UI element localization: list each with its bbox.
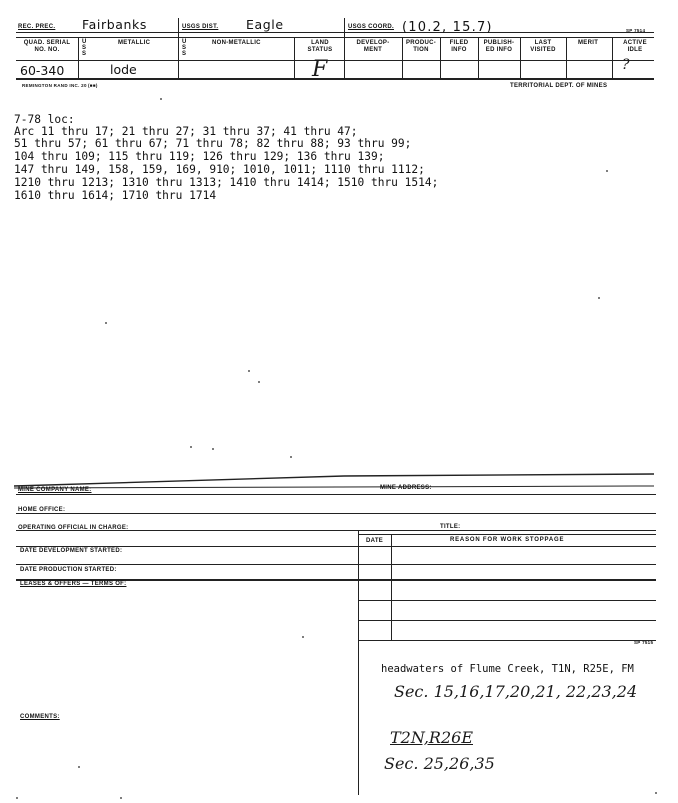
scan-speck xyxy=(598,297,600,299)
leases-label: LEASES & OFFERS — TERMS OF: xyxy=(20,581,127,587)
prod-started-label: DATE PRODUCTION STARTED: xyxy=(20,567,117,573)
location-line: Arc 11 thru 17; 21 thru 27; 31 thru 37; 41 thru 47; xyxy=(14,125,358,138)
merit-label: MERIT xyxy=(578,40,599,46)
usgs-coord-value: (10.2, 15.7) xyxy=(402,20,493,35)
location-line: 1210 thru 1213; 1310 thru 1313; 1410 thru 1414; 1510 thru 1514; xyxy=(14,176,439,189)
mine-address-label: MINE ADDRESS: xyxy=(380,485,432,491)
handwritten-township: T2N,R26E xyxy=(390,728,473,747)
scan-speck xyxy=(120,797,122,799)
metallic-label: METALLIC xyxy=(118,40,151,46)
location-line: 1610 thru 1614; 1710 thru 1714 xyxy=(14,189,217,202)
top-rule xyxy=(14,468,664,490)
handwritten-sections-1: Sec. 15,16,17,20,21, 22,23,24 xyxy=(394,682,638,701)
scan-speck xyxy=(290,456,292,458)
rec-prec-value: Fairbanks xyxy=(82,17,147,32)
title-label: TITLE: xyxy=(440,524,461,530)
metallic-value: lode xyxy=(110,62,137,77)
production-label: PRODUC-TION xyxy=(405,40,437,53)
usgs-dist-value: Eagle xyxy=(246,17,284,32)
date-label: DATE xyxy=(366,538,384,544)
us-markers-metallic: U S S xyxy=(82,39,87,57)
quad-serial-value: 60-340 xyxy=(20,63,65,78)
nonmetallic-label: NON-METALLIC xyxy=(212,40,261,46)
home-office-label: HOME OFFICE: xyxy=(18,507,66,513)
last-visited-label: LAST VISITED xyxy=(530,40,556,53)
land-status-value: F xyxy=(312,57,328,82)
usgs-dist-label: USGS DIST. xyxy=(182,24,219,30)
form-number-top: SP 7514 xyxy=(626,28,646,33)
scan-speck xyxy=(105,322,107,324)
land-status-label: LAND STATUS xyxy=(307,40,333,53)
filed-info-label: FILED INFO xyxy=(449,40,469,53)
us-markers-nonmetallic: U S S xyxy=(182,39,187,57)
scan-speck xyxy=(160,98,162,100)
dept-label: TERRITORIAL DEPT. OF MINES xyxy=(510,83,608,89)
printer-mark: (■■) xyxy=(88,83,98,88)
typed-location: headwaters of Flume Creek, T1N, R25E, FM xyxy=(381,663,634,675)
location-line: 147 thru 149, 158, 159, 169, 910; 1010, 1011; 1110 thru 1112; xyxy=(14,163,425,176)
comments-label: COMMENTS: xyxy=(20,714,60,720)
handwritten-sections-2: Sec. 25,26,35 xyxy=(384,754,495,773)
scan-speck xyxy=(258,381,260,383)
form-number-bottom: SP 7515 xyxy=(634,640,654,645)
scan-speck xyxy=(78,766,80,768)
rec-prec-label: REC. PREC. xyxy=(18,24,56,30)
scan-speck xyxy=(190,446,192,448)
published-info-label: PUBLISH-ED INFO xyxy=(483,40,515,53)
printer-note: REMINGTON RAND INC. 20 xyxy=(22,83,87,88)
locations-heading: 7-78 loc: xyxy=(14,113,75,126)
active-idle-mark: ? xyxy=(622,57,630,73)
scan-speck xyxy=(248,370,250,372)
scan-speck xyxy=(16,797,18,799)
development-label: DEVELOP-MENT xyxy=(356,40,390,53)
reason-label: REASON FOR WORK STOPPAGE xyxy=(450,537,565,543)
quad-serial-label: QUAD. SERIAL NO. NO. xyxy=(23,40,71,53)
scan-speck xyxy=(655,792,657,794)
usgs-coord-label: USGS COORD. xyxy=(348,24,394,30)
active-idle-label: ACTIVE IDLE xyxy=(623,40,647,53)
dev-started-label: DATE DEVELOPMENT STARTED: xyxy=(20,548,123,554)
mine-company-label: MINE COMPANY NAME: xyxy=(18,487,92,493)
scan-speck xyxy=(606,170,608,172)
location-line: 51 thru 57; 61 thru 67; 71 thru 78; 82 thru 88; 93 thru 99; xyxy=(14,137,412,150)
location-line: 104 thru 109; 115 thru 119; 126 thru 129; 136 thru 139; xyxy=(14,150,385,163)
operating-official-label: OPERATING OFFICIAL IN CHARGE: xyxy=(18,525,129,531)
scan-speck xyxy=(302,636,304,638)
scan-speck xyxy=(212,448,214,450)
